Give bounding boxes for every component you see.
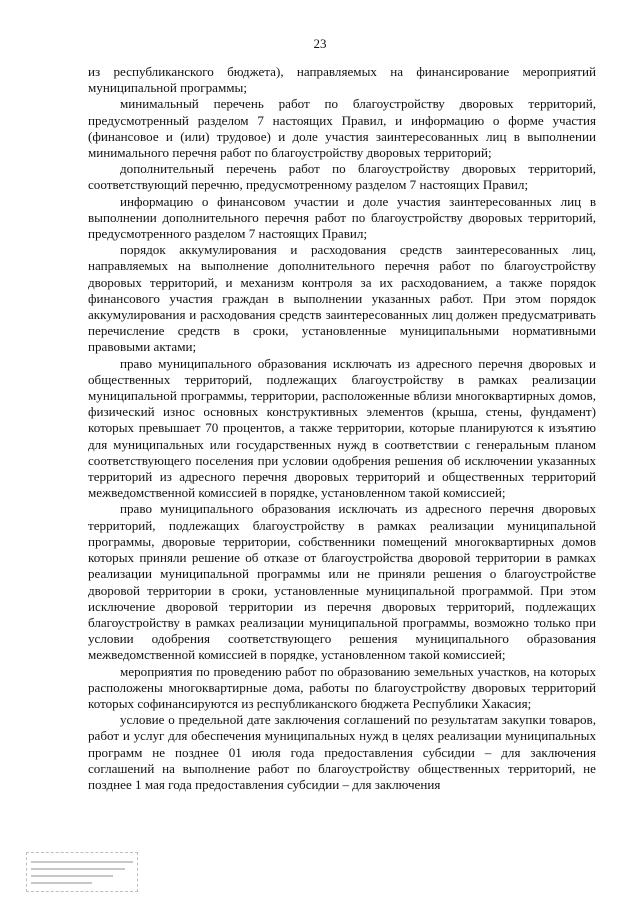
paragraph-3: дополнительный перечень работ по благоустройству дворовых территорий, соответствующий перечню, предусмотренному разделом 7 настоящих Правил; (88, 161, 596, 193)
paragraph-9: условие о предельной дате заключения соглашений по результатам закупки товаров, работ и услуг для обеспечения муниципальных нужд в целях реализации муниципальных программ не позднее 01 июля года предоставления субсидии – для заключения соглашений на выполнение работ по благоустройству общественных территорий, не позднее 1 мая года предоставления субсидии – для заключения (88, 712, 596, 792)
document-body (88, 64, 596, 793)
paragraph-5: порядок аккумулирования и расходования средств заинтересованных лиц, направляемых на выполнение дополнительного перечня работ по благоустройству дворовых территорий, и механизм контроля за их расходованием, а также порядок финансового участия граждан в выполнении указанных работ. При этом порядок аккумулирования и расходования средств заинтересованных лиц должен предусматривать перечисление средств в сроки, установленные муниципальными нормативными правовыми актами; (88, 242, 596, 355)
paragraph-8: мероприятия по проведению работ по образованию земельных участков, на которых расположены многоквартирные дома, работы по благоустройству дворовых территорий которых софинансируются из республиканского бюджета Республики Хакасия; (88, 663, 596, 711)
paragraph-1: из республиканского бюджета), направляемых на финансирование мероприятий муниципальной программы; (88, 64, 596, 96)
paragraph-7: право муниципального образования исключать из адресного перечня дворовых территорий, подлежащих благоустройству в рамках реализации муниципальной программы, дворовые территории, собственники помещений многоквартирных домов которых приняли решение об отказе от благоустройства дворовой территории в рамках реализации муниципальной программы или не приняли решения о благоустройстве дворовой территории в сроки, установленные муниципальной программой. При этом исключение дворовой территории из перечня дворовых территорий, подлежащих благоустройству в рамках реализации муниципальной программы, возможно только при условии одобрения соответствующего решения муниципального образования межведомственной комиссией в порядке, установленном такой комиссией; (88, 501, 596, 663)
stamp-line (31, 868, 125, 870)
page-number: 23 (313, 36, 327, 51)
stamp-line (31, 882, 92, 884)
paragraph-6: право муниципального образования исключать из адресного перечня дворовых и общественных территорий, подлежащих благоустройству в рамках реализации муниципальной программы, территории, расположенные вблизи многоквартирных домов, физический износ основных конструктивных элементов (крыша, стены, фундамент) которых превышает 70 процентов, а также территории, которые планируются к изъятию для муниципальных или государственных нужд в соответствии с генеральным планом соответствующего поселения при условии одобрения решения об исключении указанных территорий из адресного перечня дворовых территорий и общественных территорий межведомственной комиссией в порядке, установленном такой комиссией; (88, 355, 596, 501)
stamp-line (31, 861, 133, 863)
paragraph-2: минимальный перечень работ по благоустройству дворовых территорий, предусмотренный разделом 7 настоящих Правил, и информацию о форме участия (финансовое и (или) трудовое) и доле участия заинтересованных лиц в выполнении минимального перечня работ по благоустройству дворовых территорий; (88, 96, 596, 161)
document-stamp (26, 852, 138, 892)
stamp-line (31, 875, 113, 877)
paragraph-4: информацию о финансовом участии и доле участия заинтересованных лиц в выполнении дополнительного перечня работ по благоустройству дворовых территорий, предусмотренного разделом 7 настоящих Правил; (88, 193, 596, 242)
